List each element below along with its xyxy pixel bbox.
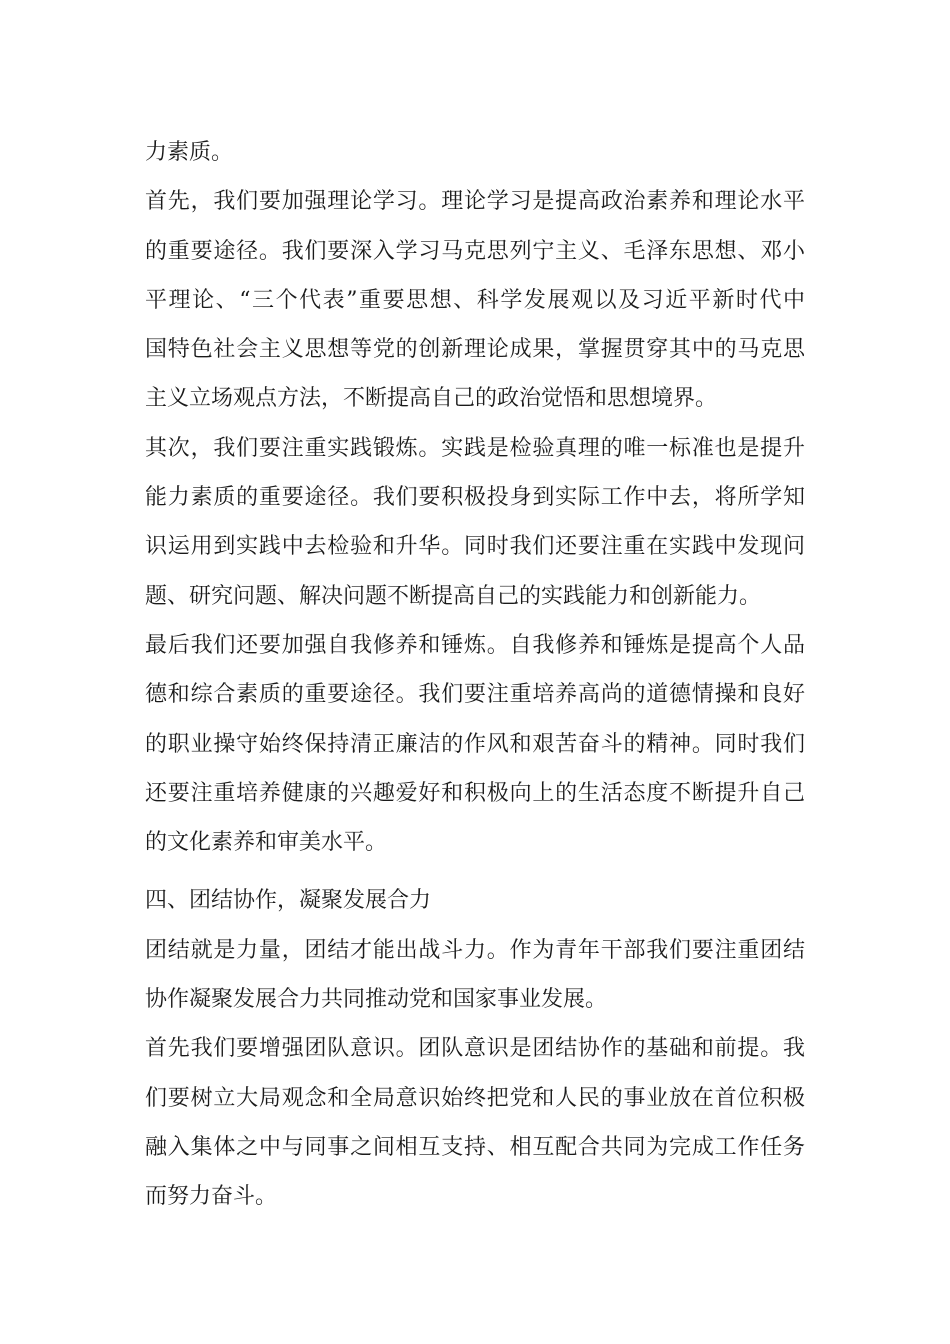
paragraph — [145, 177, 805, 423]
document-page — [145, 128, 805, 1222]
text-line: 主义立场观点方法，不断提高自己的政治觉悟和思想境界。 — [145, 386, 718, 412]
paragraph — [145, 128, 805, 177]
text-line: 能力素质的重要途径。我们要积极投身到实际工作中去，将所学知 — [145, 485, 805, 511]
text-line: 题、研究问题、解决问题不断提高自己的实践能力和创新能力。 — [145, 583, 762, 609]
text-line: 最后我们还要加强自我修养和锤炼。自我修养和锤炼是提高个人品 — [145, 632, 805, 658]
text-line: 而努力奋斗。 — [145, 1184, 278, 1210]
paragraph — [145, 926, 805, 1025]
text-line: 融入集体之中与同事之间相互支持、相互配合共同为完成工作任务 — [145, 1134, 805, 1160]
text-line: 四、团结协作，凝聚发展合力 — [145, 888, 432, 914]
text-line: 们要树立大局观念和全局意识始终把党和人民的事业放在首位积极 — [145, 1085, 805, 1111]
paragraph — [145, 621, 805, 867]
text-line: 首先，我们要加强理论学习。理论学习是提高政治素养和理论水平 — [145, 189, 805, 215]
section-heading — [145, 876, 805, 925]
text-line: 协作凝聚发展合力共同推动党和国家事业发展。 — [145, 987, 608, 1013]
text-line: 国特色社会主义思想等党的创新理论成果，掌握贯穿其中的马克思 — [145, 337, 805, 363]
paragraph — [145, 1024, 805, 1221]
text-line: 的职业操守始终保持清正廉洁的作风和艰苦奋斗的精神。同时我们 — [145, 731, 805, 757]
text-line: 团结就是力量，团结才能出战斗力。作为青年干部我们要注重团结 — [145, 937, 805, 963]
text-line: 平理论、“三个代表”重要思想、科学发展观以及习近平新时代中 — [145, 287, 805, 313]
text-line: 力素质。 — [145, 140, 234, 165]
text-line: 德和综合素质的重要途径。我们要注重培养高尚的道德情操和良好 — [145, 682, 805, 708]
text-line: 还要注重培养健康的兴趣爱好和积极向上的生活态度不断提升自己 — [145, 780, 805, 806]
text-line: 识运用到实践中去检验和升华。同时我们还要注重在实践中发现问 — [145, 534, 805, 560]
paragraph — [145, 424, 805, 621]
text-line: 的重要途径。我们要深入学习马克思列宁主义、毛泽东思想、邓小 — [145, 238, 805, 264]
text-line: 首先我们要增强团队意识。团队意识是团结协作的基础和前提。我 — [145, 1036, 805, 1062]
text-line: 其次，我们要注重实践锻炼。实践是检验真理的唯一标准也是提升 — [145, 435, 805, 461]
text-line: 的文化素养和审美水平。 — [145, 830, 388, 856]
